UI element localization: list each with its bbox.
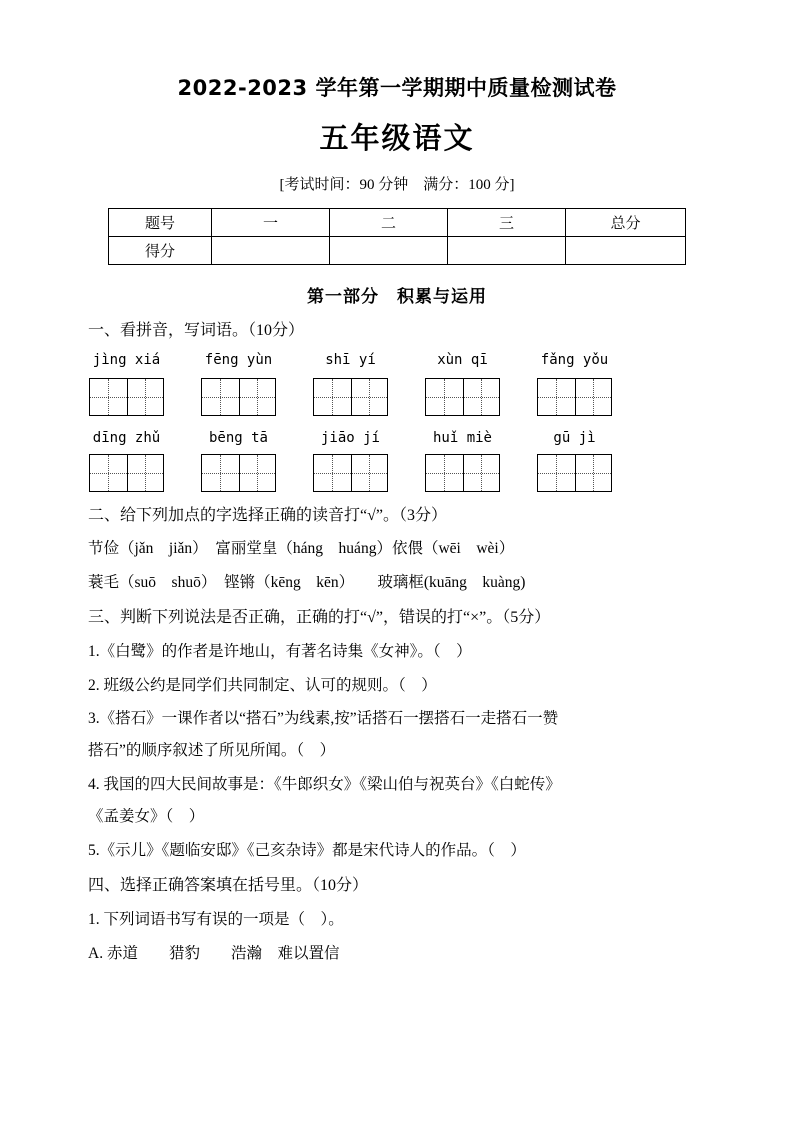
section-3-heading: 三、判断下列说法是否正确，正确的打“√”，错误的打“×”。（5分） (88, 609, 551, 627)
exam-meta: [考试时间：90 分钟 满分：100 分] (279, 177, 515, 193)
tianzige-cell[interactable] (239, 455, 276, 491)
pinyin-label: gū jì (553, 429, 596, 446)
score-table-col-3: 三 (448, 209, 566, 237)
pinyin-row-1 (0, 352, 794, 376)
tianzige-cell[interactable] (202, 455, 239, 491)
table-row (109, 237, 686, 265)
tianzige-box[interactable] (313, 378, 388, 416)
tianzige-box[interactable] (89, 378, 164, 416)
tianzige-box[interactable] (425, 454, 500, 492)
tianzige-cell[interactable] (426, 455, 463, 491)
tianzige-box[interactable] (425, 378, 500, 416)
section-3-item-1: 1.《白鹭》的作者是许地山，有著名诗集《女神》。（ ） (88, 642, 472, 660)
section-2-line-2: 蓑毛（suō shuō） 铿锵（kēng kēn） 玻璃框(kuāng kuàng) (88, 574, 526, 592)
section-3-item-3: 3.《搭石》一课作者以“搭石”为线素,按”话搭石一摆搭石一走搭石一赞 (88, 710, 559, 728)
score-table (108, 208, 686, 265)
score-table-row-label: 题号 (109, 209, 212, 237)
pinyin-label: jìng xiá (92, 351, 161, 368)
pinyin-label: shī yí (325, 351, 376, 368)
pinyin-label: fēng yùn (204, 351, 273, 368)
tianzige-cell[interactable] (538, 379, 575, 415)
section-3-item-4: 4. 我国的四大民间故事是：《牛郎织女》《梁山伯与祝英台》《白蛇传》 (88, 776, 561, 794)
page-title: 2022-2023 学年第一学期期中质量检测试卷 (177, 76, 617, 100)
score-cell-2[interactable] (330, 237, 448, 265)
tianzige-cell[interactable] (538, 455, 575, 491)
tianzige-cell[interactable] (314, 455, 351, 491)
section-4-item-1-option-a[interactable]: A. 赤道 猎豹 浩瀚 难以置信 (88, 944, 340, 962)
tianzige-cell[interactable] (314, 379, 351, 415)
tianzige-box[interactable] (313, 454, 388, 492)
tianzige-cell[interactable] (90, 379, 127, 415)
pinyin-label: jiāo jí (320, 429, 380, 446)
pinyin-label: dīng zhǔ (92, 429, 161, 446)
score-table-col-1: 一 (212, 209, 330, 237)
section-2-line-1: 节俭（jǎn jiǎn） 富丽堂皇（háng huáng）依偎（wēi wèi） (88, 540, 515, 558)
pinyin-writing-block (0, 342, 794, 492)
tianzige-cell[interactable] (127, 379, 164, 415)
section-2-heading: 二、给下列加点的字选择正确的读音打“√”。（3分） (88, 506, 447, 524)
pinyin-label: xùn qī (437, 351, 488, 368)
tianzige-row-2 (0, 454, 794, 492)
pinyin-row-2 (0, 416, 794, 454)
tianzige-cell[interactable] (127, 455, 164, 491)
section-1-heading: 一、看拼音，写词语。（10分） (88, 322, 305, 339)
score-table-col-total: 总分 (566, 209, 686, 237)
tianzige-cell[interactable] (351, 455, 388, 491)
score-table-wrapper (0, 208, 794, 265)
tianzige-cell[interactable] (239, 379, 276, 415)
score-cell-3[interactable] (448, 237, 566, 265)
score-table-col-2: 二 (330, 209, 448, 237)
score-cell-total[interactable] (566, 237, 686, 265)
tianzige-row-1 (0, 378, 794, 416)
tianzige-cell[interactable] (463, 379, 500, 415)
tianzige-box[interactable] (89, 454, 164, 492)
tianzige-box[interactable] (201, 378, 276, 416)
pinyin-label: fǎng yǒu (540, 351, 609, 368)
section-3-item-5: 5.《示儿》《题临安邸》《己亥杂诗》都是宋代诗人的作品。（ ） (88, 842, 526, 860)
tianzige-box[interactable] (537, 454, 612, 492)
pinyin-label: bēng tā (208, 429, 268, 446)
score-cell-1[interactable] (212, 237, 330, 265)
section-4-item-1: 1. 下列词语书写有误的一项是（ ）。 (88, 910, 344, 928)
tianzige-cell[interactable] (575, 379, 612, 415)
tianzige-cell[interactable] (90, 455, 127, 491)
subject-title: 五年级语文 (319, 121, 475, 155)
tianzige-cell[interactable] (351, 379, 388, 415)
tianzige-cell[interactable] (463, 455, 500, 491)
tianzige-cell[interactable] (575, 455, 612, 491)
tianzige-cell[interactable] (426, 379, 463, 415)
score-table-row-label: 得分 (109, 237, 212, 265)
section-4-heading: 四、选择正确答案填在括号里。（10分） (88, 877, 369, 895)
part-heading: 第一部分 积累与运用 (307, 287, 487, 307)
pinyin-label: huǐ miè (432, 429, 492, 446)
section-3-item-4-cont: 《孟姜女》（ ） (88, 808, 205, 826)
tianzige-cell[interactable] (202, 379, 239, 415)
section-3-item-3-cont: 搭石”的顺序叙述了所见所闻。（ ） (88, 742, 336, 760)
tianzige-box[interactable] (201, 454, 276, 492)
table-row (109, 209, 686, 237)
section-3-item-2: 2. 班级公约是同学们共同制定、认可的规则。（ ） (88, 676, 437, 694)
tianzige-box[interactable] (537, 378, 612, 416)
